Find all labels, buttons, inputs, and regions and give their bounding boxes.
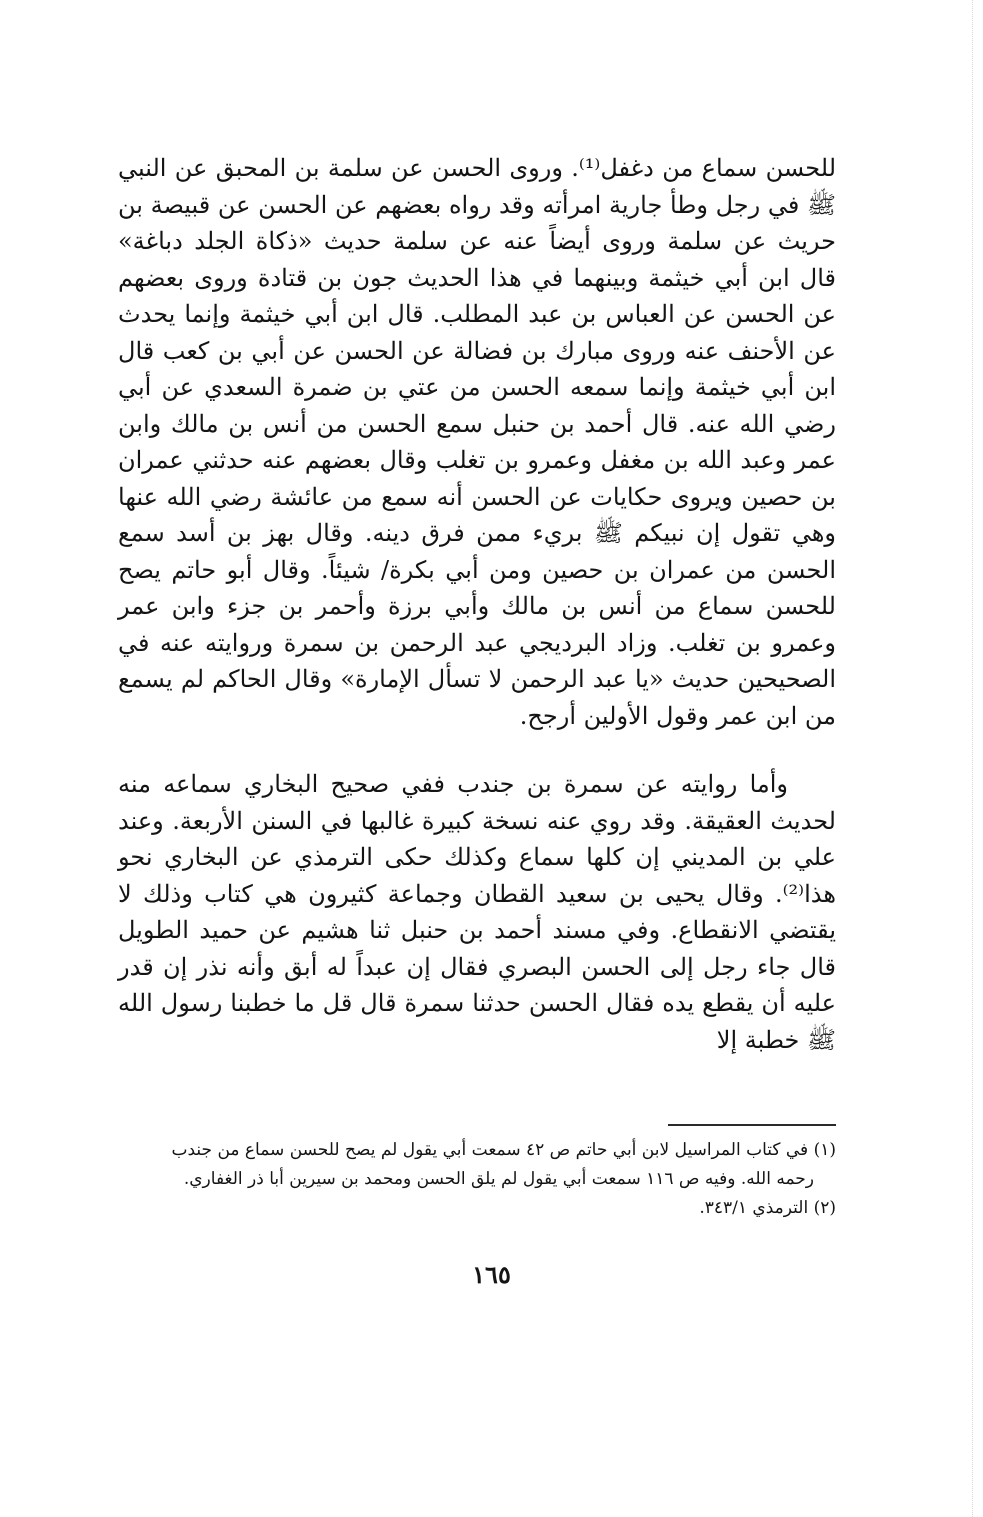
scan-edge-line xyxy=(972,0,973,1517)
footnote-1: (١) في كتاب المراسيل لابن أبي حاتم ص ٤٢ سمعت أبي يقول لم يصح للحسن سماع من جندب xyxy=(171,1140,836,1160)
paragraph-1: للحسن سماع من دغفل⁽¹⁾. وروى الحسن عن سلمة بن المحبق عن النبي ﷺ في رجل وطأ جارية امرأته وقد رواه بعضهم عن الحسن عن قبيصة بن حريث عن سلمة وروى أيضاً عنه عن سلمة حديث «ذكاة الجلد دباغة» قال ابن أبي خيثمة وبينهما في هذا الحديث جون بن قتادة وروى بعضهم عن الحسن عن العباس بن عبد المطلب. قال ابن أبي خيثمة وإنما يحدث عن الأحنف عنه وروى مبارك بن فضالة عن الحسن عن أبي بن كعب قال ابن أبي خيثمة وإنما سمعه الحسن من عتي بن ضمرة السعدي عن أبي رضي الله عنه. قال أحمد بن حنبل سمع الحسن من أنس بن مالك وابن عمر وعبد الله بن مغفل وعمرو بن تغلب وقال بعضهم عنه حدثني عمران بن حصين ويروى حكايات عن الحسن أنه سمع من عائشة رضي الله عنها وهي تقول إن نبيكم ﷺ بريء ممن فرق دينه. وقال بهز بن أسد سمع الحسن من عمران بن حصين ومن أبي بكرة/ شيئاً. وقال أبو حاتم يصح للحسن سماع من أنس بن مالك وأبي برزة وأحمر بن جزء وابن عمر وعمرو بن تغلب. وزاد البرديجي عبد الرحمن بن سمرة وروايته عنه في الصحيحين حديث «يا عبد الرحمن لا تسأل الإمارة» وقال الحاكم لم يسمع من ابن عمر وقول الأولين أرجح. xyxy=(118,154,837,730)
footnote-2: (٢) الترمذي ٣٤٣/١. xyxy=(699,1198,836,1218)
main-text xyxy=(118,150,836,1058)
footnotes xyxy=(130,1136,836,1223)
footnote-separator xyxy=(668,1124,836,1126)
footnote-1-continuation: رحمه الله. وفيه ص ١١٦ سمعت أبي يقول لم يلق الحسن ومحمد بن سيرين أبا ذر الغفاري. xyxy=(183,1169,814,1189)
page-number: ١٦٥ xyxy=(472,1260,511,1289)
paragraph-2: وأما روايته عن سمرة بن جندب ففي صحيح البخاري سماعه منه لحديث العقيقة. وقد روي عنه نسخة كبيرة غالبها في السنن الأربعة. وعند علي بن المديني إن كلها سماع وكذلك حكى الترمذي عن البخاري نحو هذا⁽²⁾. وقال يحيى بن سعيد القطان وجماعة كثيرون هي كتاب وذلك لا يقتضي الانقطاع. وفي مسند أحمد بن حنبل ثنا هشيم عن حميد الطويل قال جاء رجل إلى الحسن البصري فقال إن عبداً له أبق وأنه نذر إن قدر عليه أن يقطع يده فقال الحسن حدثنا سمرة قال قل ما خطبنا رسول الله ﷺ خطبة إلا xyxy=(118,770,836,1054)
paragraph-gap xyxy=(118,734,836,766)
